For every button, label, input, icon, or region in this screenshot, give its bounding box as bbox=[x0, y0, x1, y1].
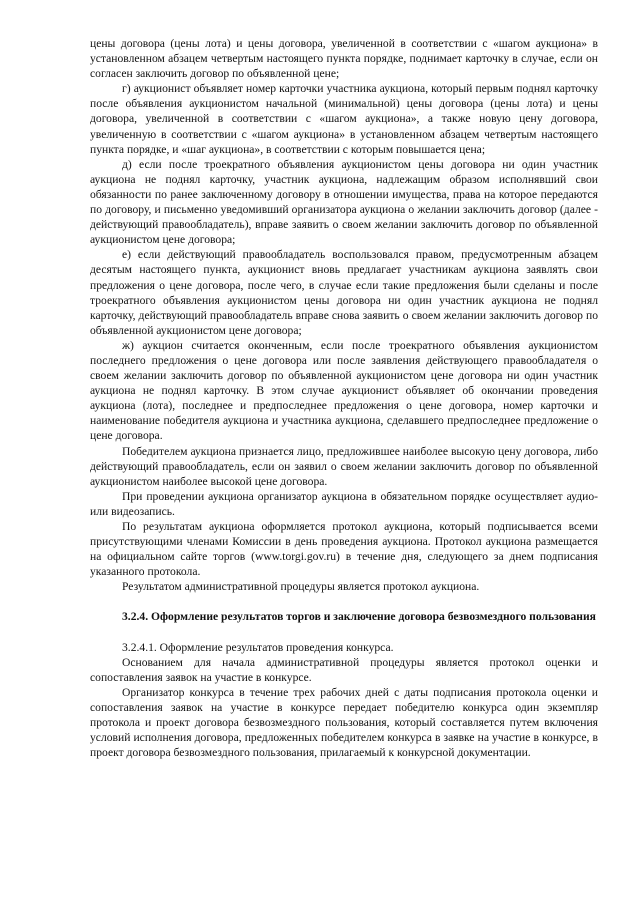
paragraph-item-g: г) аукционист объявляет номер карточки участника аукциона, который первым поднял карточку после объявления аукционистом начальной (минимальной) цены договора (цены лота) и цены договора, увеличенной в соответствии с «шагом аукциона», а также новую цену договора, увеличенную в соответствии с «шагом аукциона» в установленном абзацем четвертым настоящего пункта порядке, и «шаг аукциона», в соответствии с которым повышается цена; bbox=[90, 82, 598, 156]
paragraph-auction-continuation: цены договора (цены лота) и цены договора, увеличенной в соответствии с «шагом аукциона» в установленном абзацем четвертым настоящего пункта порядке, поднимает карточку в случае, если он согласен заключить договор по объявленной цене; bbox=[90, 37, 598, 81]
paragraph-basis: Основанием для начала административной процедуры является протокол оценки и сопоставления заявок на участие в конкурсе. bbox=[90, 655, 598, 684]
section-heading: 3.2.4. Оформление результатов торгов и заключение договора безвозмездного пользования bbox=[122, 610, 596, 624]
paragraph-recording: При проведении аукциона организатор аукциона в обязательном порядке осуществляет аудио- или видеозапись. bbox=[90, 489, 598, 518]
paragraph-item-e: е) если действующий правообладатель воспользовался правом, предусмотренным абзацем десятым настоящего пункта, аукционист вновь предлагает участникам аукциона заявлять свои предложения о цене договора, после чего, в случае если такие предложения были сделаны и после троекратного объявления аукционистом цены договора ни один участник аукциона не поднял карточку, действующий правообладатель вправе снова заявить о своем желании заключить договор по объявленной аукционистом цене договора; bbox=[90, 248, 598, 337]
document-page bbox=[90, 36, 598, 760]
paragraph-organizer: Организатор конкурса в течение трех рабочих дней с даты подписания протокола оценки и сопоставления заявок на участие в конкурсе передает победителю конкурса один экземпляр протокола и проект договора безвозмездного пользования, который составляется путем включения условий исполнения договора, предложенных победителем конкурса в заявке на участие в конкурсе, в проект договора безвозмездного пользования, прилагаемый к конкурсной документации. bbox=[90, 685, 598, 760]
paragraph-item-d: д) если после троекратного объявления аукционистом цены договора ни один участник аукциона не поднял карточку, участник аукциона, надлежащим образом исполнявший свои обязанности по ранее заключенному договору в отношении имущества, права на которое передаются по договору, и письменно уведомивший организатора аукциона о желании заключить договор (далее - действующий правообладатель), вправе заявить о своем желании заключить договор по объявленной аукционистом цене договора; bbox=[90, 157, 598, 247]
paragraph-result: Результатом административной процедуры является протокол аукциона. bbox=[122, 580, 480, 594]
paragraph-winner: Победителем аукциона признается лицо, предложившее наиболее высокую цену договора, либо действующий правообладатель, если он заявил о своем желании заключить договор по объявленной аукционистом наиболее высокой цене договора. bbox=[90, 444, 598, 488]
paragraph-protocol: По результатам аукциона оформляется протокол аукциона, который подписывается всеми присутствующими членами Комиссии в день проведения аукциона. Протокол аукциона размещается на официальном сайте торгов (www.torgi.gov.ru) в течение дня, следующего за днем подписания указанного протокола. bbox=[90, 520, 598, 579]
paragraph-subsection: 3.2.4.1. Оформление результатов проведения конкурса. bbox=[122, 640, 394, 654]
paragraph-item-zh: ж) аукцион считается оконченным, если после троекратного объявления аукционистом последнего предложения о цене договора или после заявления действующего правообладателя о своем желании заключить договор по объявленной аукционистом цене договора ни один участник аукциона не поднял карточку. В этом случае аукционист объявляет об окончании проведения аукциона (лота), последнее и предпоследнее предложения о цене договора, номер карточки и наименование победителя аукциона и участника аукциона, сделавшего предпоследнее предложение о цене договора. bbox=[90, 338, 598, 443]
